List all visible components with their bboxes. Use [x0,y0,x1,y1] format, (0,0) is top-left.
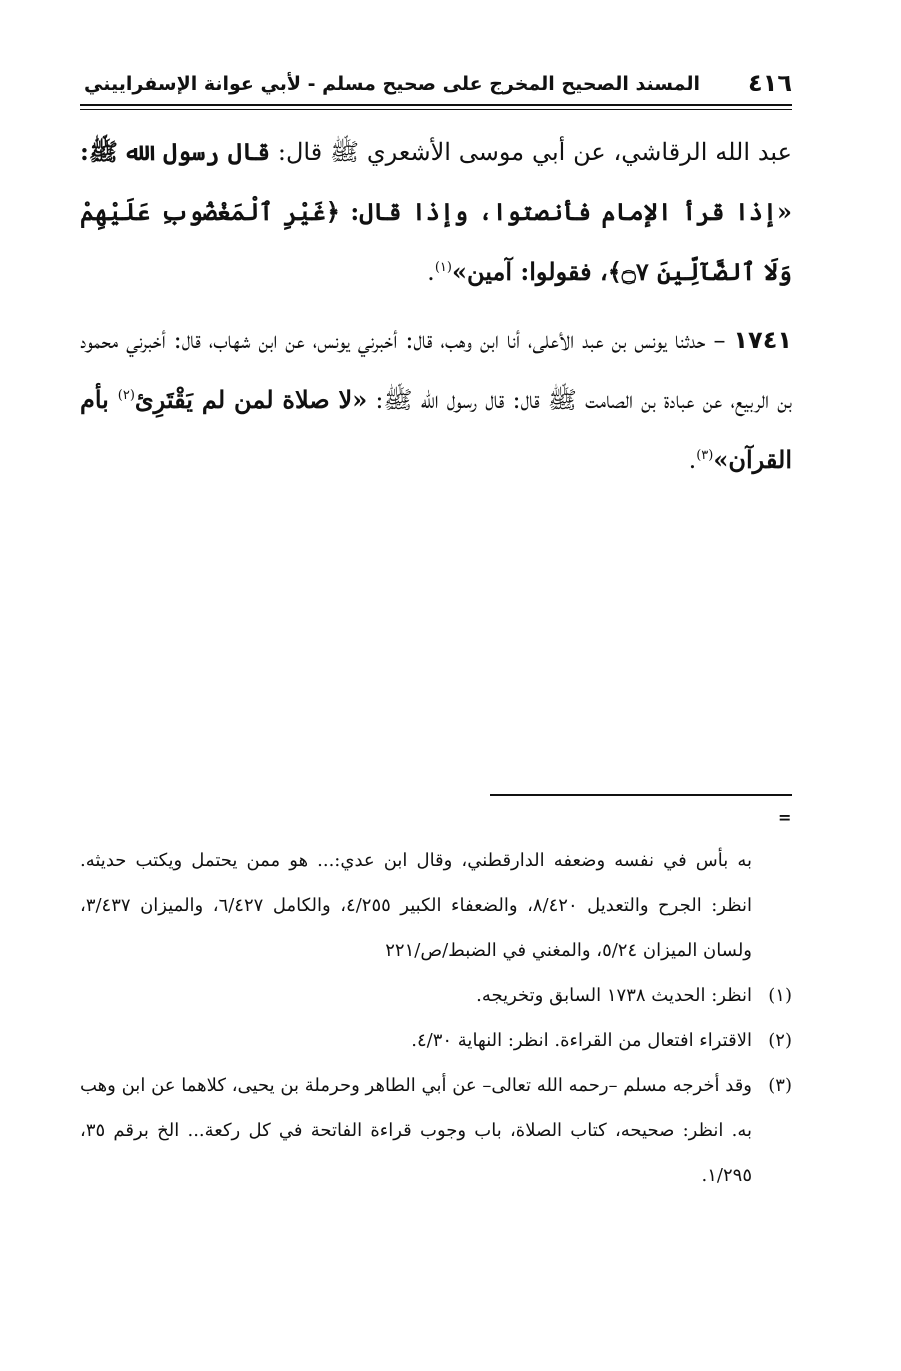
footnote-continued: به بأس في نفسه وضعفه الدارقطني، وقال ابن عدي:... هو ممن يحتمل ويكتب حديثه. انظر: الجرح والتعديل ٨/٤٢٠، والضعفاء الكبير ٤/٢٥٥، والكامل ٦/٤٢٧، والميزان ٣/٤٣٧، ولسان الميزان ٥/٢٤، والمغني في الضبط/ص/٢٢١ [80,850,752,961]
hadith-matn: «لا صلاة لمن لم يَقْتَرِئ [134,385,368,414]
footnote-number: (١) [768,985,792,1006]
footnotes [80,838,792,1198]
hadith-end: . [688,446,697,474]
running-header [80,62,792,102]
running-title: المسند الصحيح المخرج على صحيح مسلم - لأبي عوانة الإسفراييني [84,73,700,95]
footnote-text: الاقتراء افتعال من القراءة. انظر: النهاية ٤/٣٠. [411,1030,752,1051]
footnote-text: وقد أخرجه مسلم –رحمه الله تعالى– عن أبي الطاهر وحرملة بن يحيى، كلاهما عن ابن وهب به. انظر: صحيحه، كتاب الصلاة، باب وجوب قراءة الفاتحة في كل ركعة... الخ برقم ٣٥، ١/٢٩٥. [80,1075,752,1186]
footnote-number: (٣) [768,1075,792,1096]
header-rule-thin [80,109,792,110]
para1-hadith-text: قال رسول الله ﷺ: «إذا قرأ الإمام فأنصتوا، وإذا قال: ﴿غَيْرِ ٱلْمَغْضُوبِ عَلَيْهِمْ وَلَا ٱلضَّآلِّينَ ۝٧﴾، فقولوا: آمين» [80,137,792,286]
footnote-ref-2: (٢) [117,388,135,403]
footnote-ref-1: (١) [434,260,452,275]
continuation-mark: = [778,808,792,827]
hadith-number: ١٧٤١ [733,326,792,354]
footnote-ref-3: (٣) [696,448,714,463]
footnote-2 [80,1018,792,1063]
para1-end: . [427,258,435,286]
page-number: ٤١٦ [748,69,792,97]
hadith-isnad: – حدثنا يونس بن عبد الأعلى، أنا ابن وهب، قال: أخبرني يونس، عن ابن شهاب، قال: أخبرني محمود بن الربيع، عن عبادة بن الصامت ﷺ قال: قال رسول الله ﷺ: [80,326,792,414]
footnote-text: انظر: الحديث ١٧٣٨ السابق وتخريجه. [476,985,752,1006]
paragraph-continuation [80,122,792,302]
main-text [80,122,792,490]
hadith-1741 [80,310,792,490]
footnote-3 [80,1063,792,1198]
para1-text: عبد الله الرقاشي، عن أبي موسى الأشعري ﷺ قال: [270,138,792,166]
hadith-matn-end: بأم القرآن» [80,385,792,474]
footnote-number: (٢) [768,1030,792,1051]
footnote-separator [490,794,792,796]
footnote-1 [80,973,792,1018]
header-rule [80,104,792,106]
